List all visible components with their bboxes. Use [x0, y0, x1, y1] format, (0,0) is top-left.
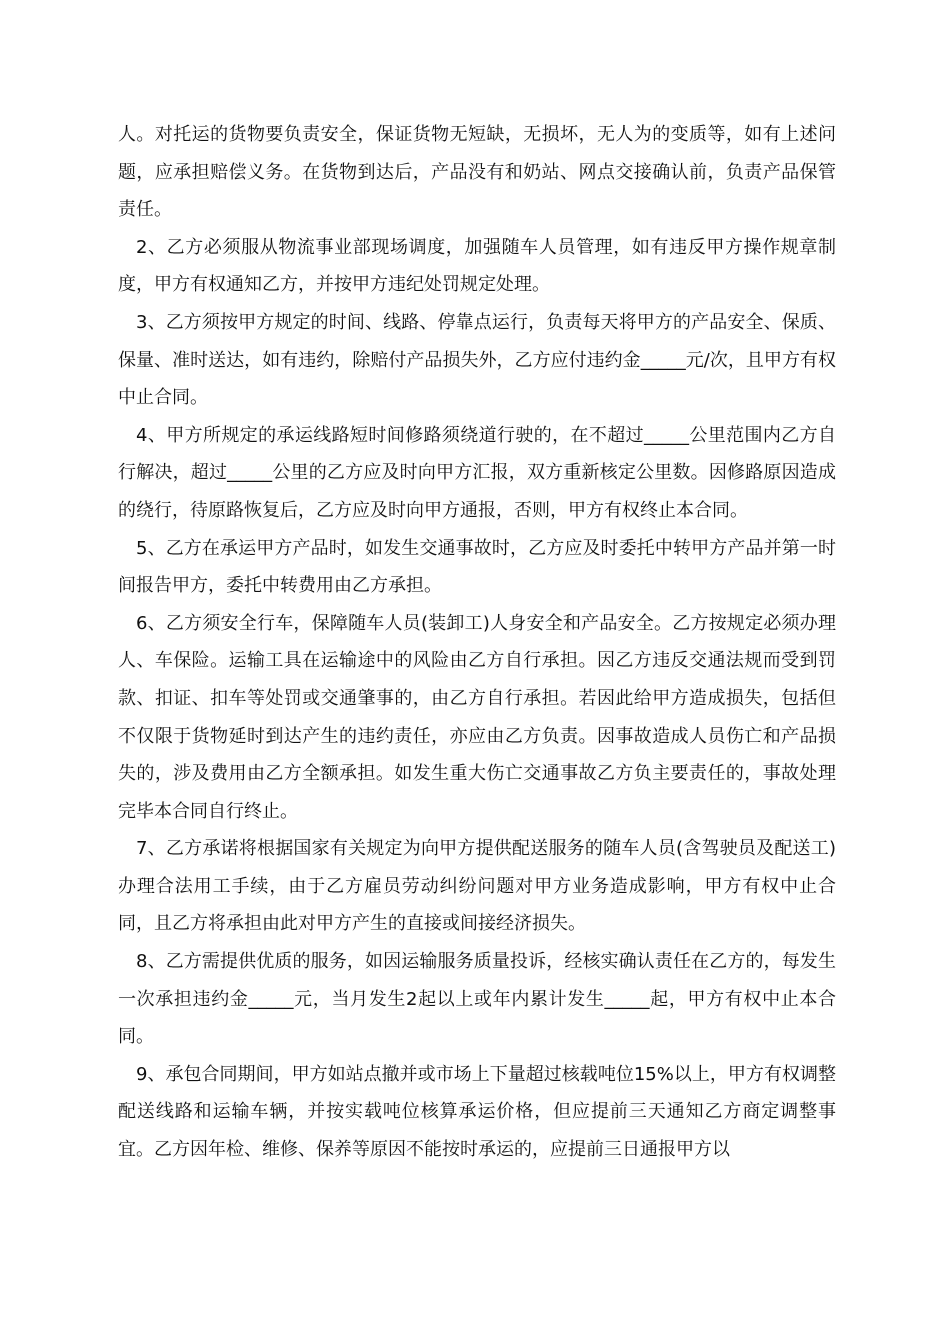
clause-3: 3、乙方须按甲方规定的时间、线路、停靠点运行，负责每天将甲方的产品安全、保质、保量、准时送达，如有违约，除赔付产品损失外，乙方应付违约金_____元/次，且甲方有权中止合同。	[118, 311, 836, 409]
contract-body	[118, 116, 836, 1169]
clause-5: 5、乙方在承运甲方产品时，如发生交通事故时，乙方应及时委托中转甲方产品并第一时间报告甲方，委托中转费用由乙方承担。	[118, 537, 836, 597]
clause-6: 6、乙方须安全行车，保障随车人员(装卸工)人身安全和产品安全。乙方按规定必须办理人、车保险。运输工具在运输途中的风险由乙方自行承担。因乙方违反交通法规而受到罚款、扣证、扣车等处罚或交通肇事的，由乙方自行承担。若因此给甲方造成损失，包括但不仅限于货物延时到达产生的违约责任，亦应由乙方负责。因事故造成人员伤亡和产品损失的，涉及费用由乙方全额承担。如发生重大伤亡交通事故乙方负主要责任的，事故处理完毕本合同自行终止。	[118, 612, 836, 822]
paragraph-continuation: 人。对托运的货物要负责安全，保证货物无短缺，无损坏，无人为的变质等，如有上述问题，应承担赔偿义务。在货物到达后，产品没有和奶站、网点交接确认前，负责产品保管责任。	[118, 124, 836, 221]
clause-8: 8、乙方需提供优质的服务，如因运输服务质量投诉，经核实确认责任在乙方的，每发生一次承担违约金_____元，当月发生2起以上或年内累计发生_____起，甲方有权中止本合同。	[118, 951, 836, 1048]
clause-7: 7、乙方承诺将根据国家有关规定为向甲方提供配送服务的随车人员(含驾驶员及配送工)办理合法用工手续，由于乙方雇员劳动纠纷问题对甲方业务造成影响，甲方有权中止合同，且乙方将承担由此对甲方产生的直接或间接经济损失。	[118, 838, 836, 935]
clause-4: 4、甲方所规定的承运线路短时间修路须绕道行驶的，在不超过_____公里范围内乙方自行解决，超过_____公里的乙方应及时向甲方汇报，双方重新核定公里数。因修路原因造成的绕行，待原路恢复后，乙方应及时向甲方通报，否则，甲方有权终止本合同。	[118, 424, 836, 521]
clause-9: 9、承包合同期间，甲方如站点撤并或市场上下量超过核载吨位15%以上，甲方有权调整配送线路和运输车辆，并按实载吨位核算承运价格，但应提前三天通知乙方商定调整事宜。乙方因年检、维修、保养等原因不能按时承运的，应提前三日通报甲方以	[118, 1063, 836, 1161]
clause-2: 2、乙方必须服从物流事业部现场调度，加强随车人员管理，如有违反甲方操作规章制度，甲方有权通知乙方，并按甲方违纪处罚规定处理。	[118, 236, 836, 296]
